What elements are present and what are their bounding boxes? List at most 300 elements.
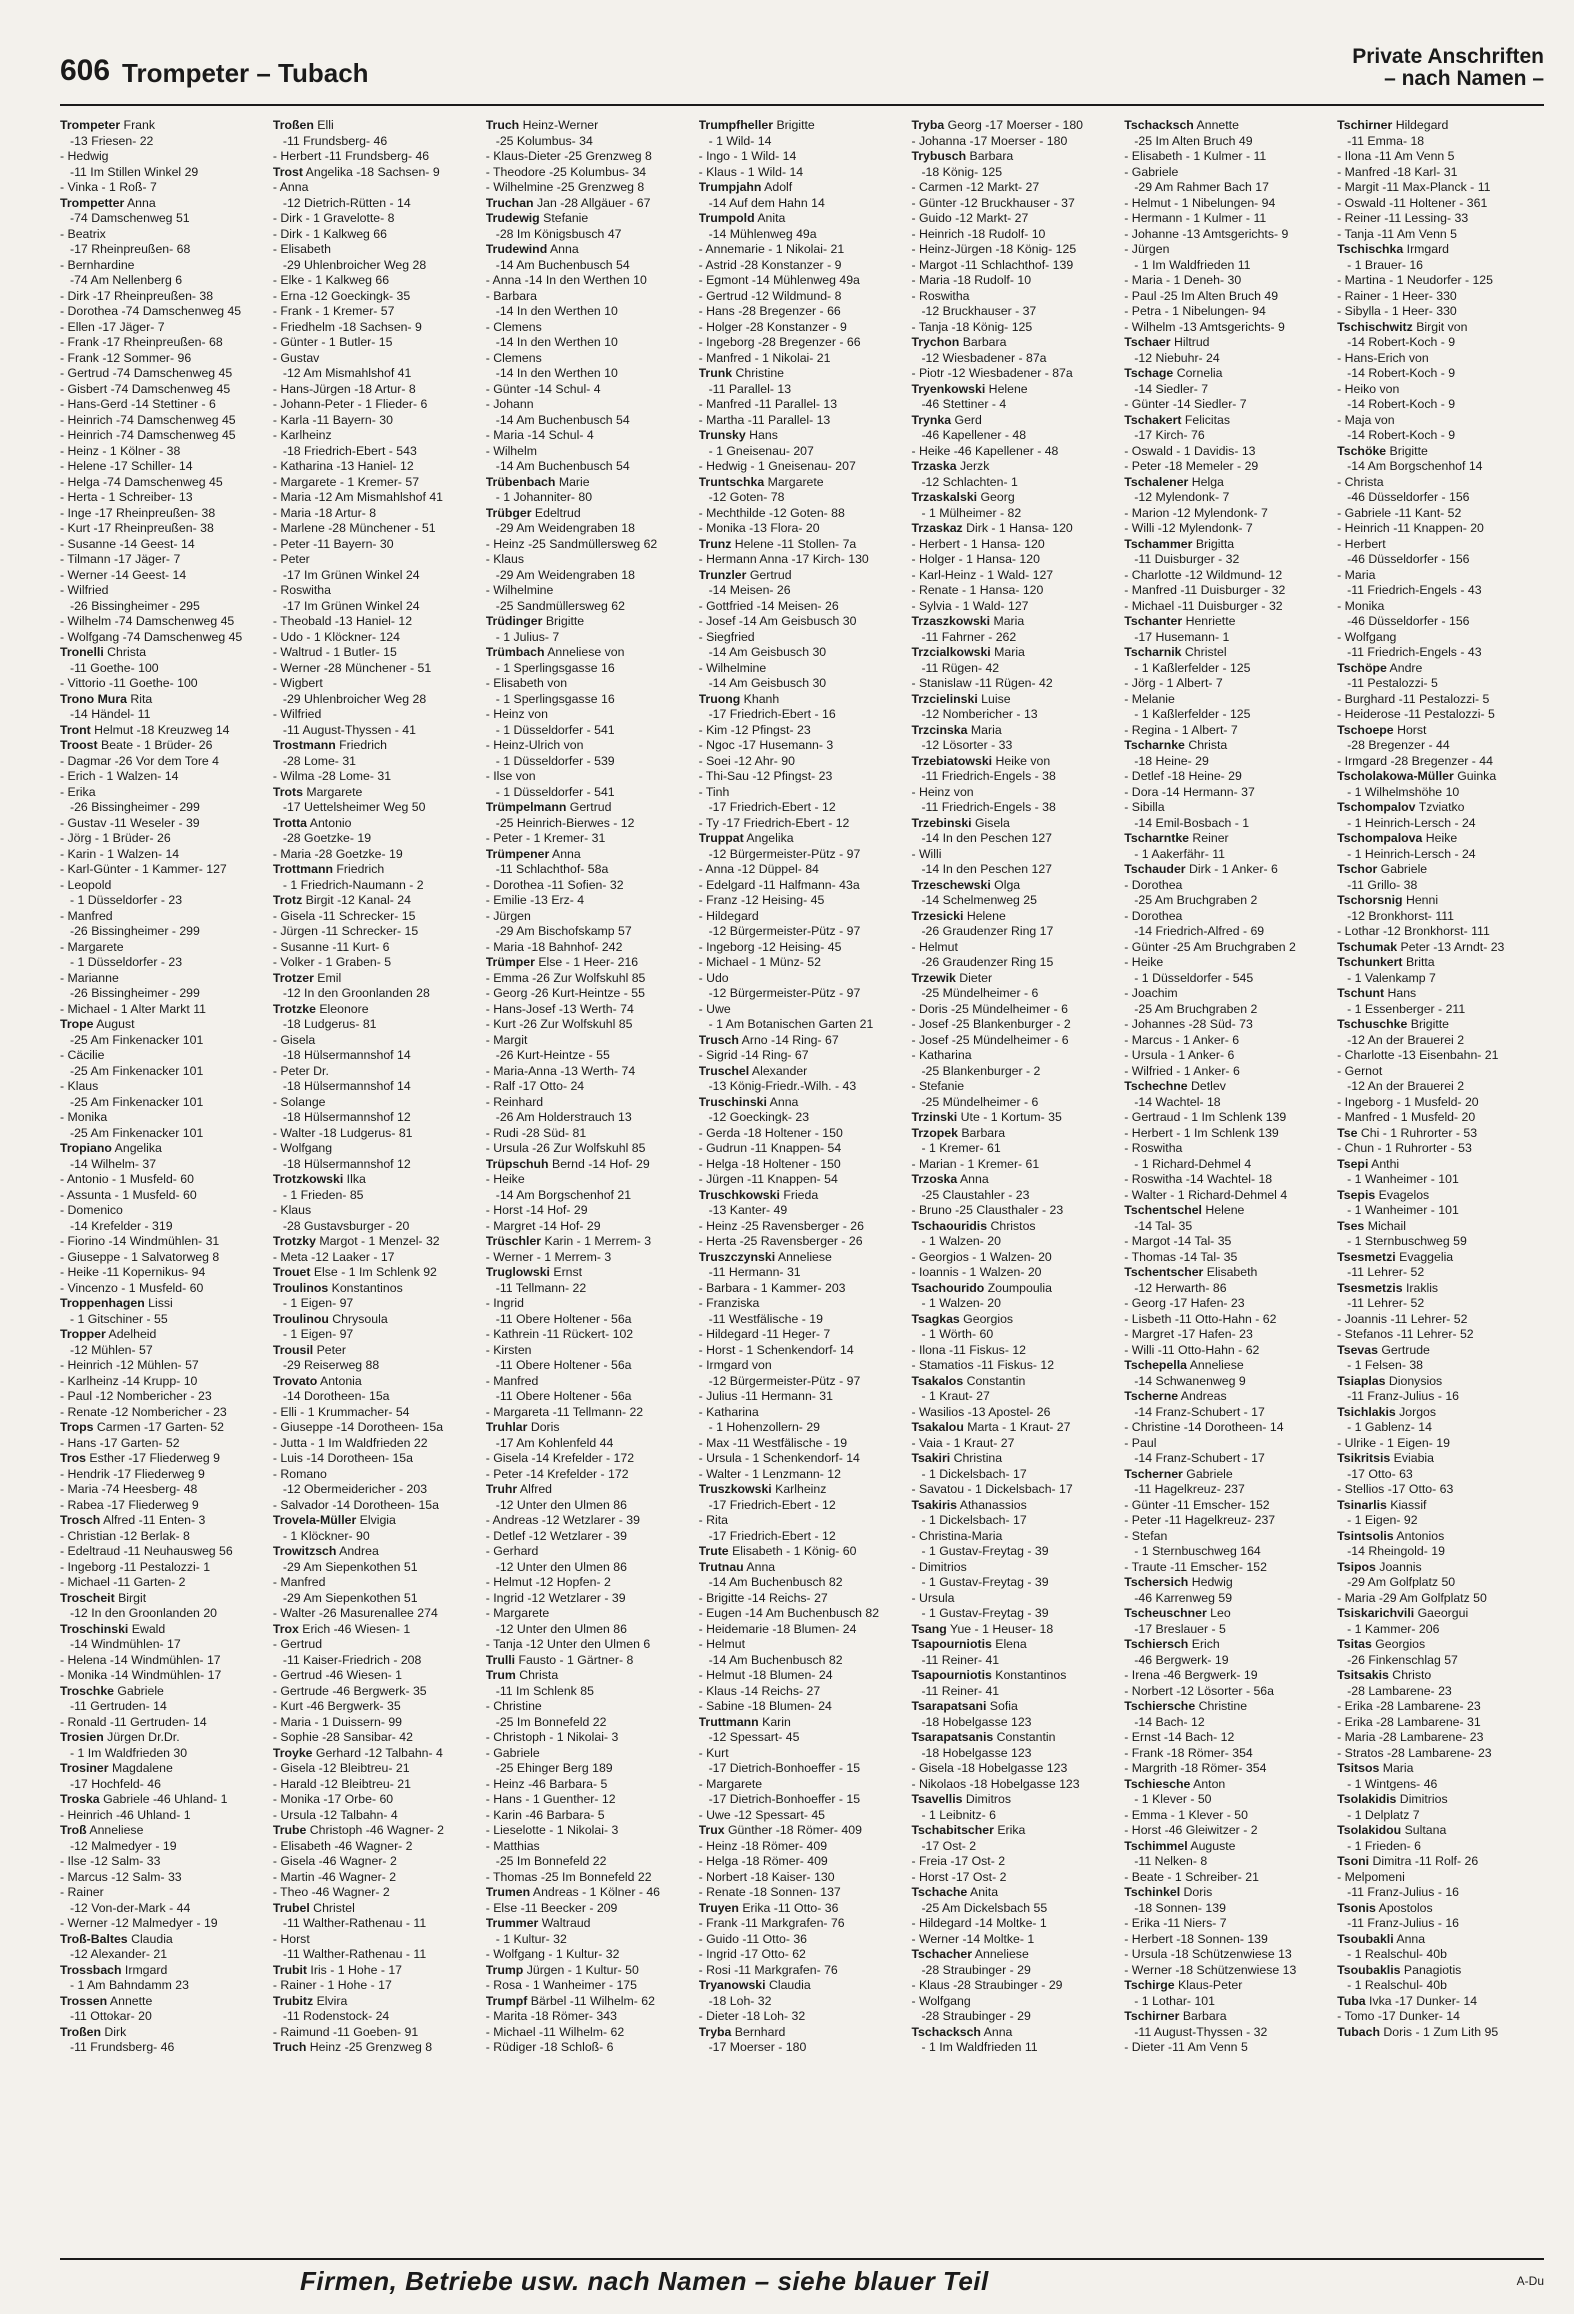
directory-entry-address: [699, 490, 906, 506]
entry-text: - Maja von: [1337, 412, 1395, 427]
directory-entry: [911, 1916, 1118, 1932]
directory-entry-address: [911, 831, 1118, 847]
entry-text: -17 Uettelsheimer Weg 50: [282, 800, 426, 814]
directory-entry-surname: [699, 1901, 906, 1917]
directory-entry-surname: [911, 1498, 1118, 1514]
entry-text: - Hedwig: [60, 149, 109, 163]
directory-entry: [60, 413, 267, 429]
directory-entry: [1124, 878, 1331, 894]
directory-entry: [273, 1250, 480, 1266]
entry-text: - Johanna -17 Moerser - 180: [911, 133, 1068, 148]
surname: Tschakert: [1124, 412, 1182, 427]
directory-entry-address: [273, 1529, 480, 1545]
surname: Tuba: [1337, 1993, 1366, 2008]
directory-entry: [273, 1126, 480, 1142]
entry-text: - Gustav -11 Weseler - 39: [60, 815, 200, 830]
entry-text: - Margrith -18 Römer- 354: [1124, 1761, 1267, 1775]
entry-text: - Maria -18 Artur- 8: [272, 505, 377, 520]
directory-entry-address: [60, 1126, 267, 1142]
directory-entry: [60, 847, 267, 863]
directory-entry: [1124, 1126, 1331, 1142]
directory-entry-surname: [699, 211, 906, 227]
entry-text: -11 Friedrich-Engels - 43: [1347, 645, 1482, 659]
entry-text: - Hans - 1 Guenther- 12: [485, 1792, 616, 1806]
entry-text: -74 Am Nellenberg 6: [70, 273, 183, 287]
directory-entry: [273, 1978, 480, 1994]
directory-entry: [60, 1048, 267, 1064]
entry-text: - Margit: [485, 1032, 528, 1047]
entry-text: - Klaus: [272, 1203, 312, 1217]
directory-entry-address: [1337, 645, 1544, 661]
entry-text: -12 Unter den Ulmen 86: [495, 1497, 627, 1512]
directory-entry: [273, 1730, 480, 1746]
entry-text: -26 Graudenzer Ring 15: [921, 955, 1054, 969]
directory-entry-address: [486, 723, 693, 739]
directory-entry: [486, 1901, 693, 1917]
directory-entry: [1124, 1312, 1331, 1328]
entry-text: Georg: [977, 490, 1015, 504]
directory-entry-address: [486, 1436, 693, 1452]
entry-text: - Willi -11 Otto-Hahn - 62: [1124, 1342, 1260, 1357]
directory-entry-surname: [1337, 2025, 1544, 2041]
entry-text: - Elisabeth: [272, 242, 331, 256]
directory-entry: [1337, 1064, 1544, 1080]
directory-entry: [1124, 1436, 1331, 1452]
directory-entry: [911, 1436, 1118, 1452]
entry-text: -26 Am Holderstrauch 13: [495, 1110, 632, 1124]
surname: Trümbach: [485, 645, 545, 659]
entry-text: Reiner: [1189, 831, 1229, 845]
directory-entry: [911, 1250, 1118, 1266]
surname: Tsarapatsanis: [911, 1730, 994, 1744]
entry-text: Kiassif: [1386, 1497, 1427, 1512]
entry-text: - Beatrix: [60, 226, 106, 241]
directory-entry-surname: [486, 1157, 693, 1173]
directory-entry-surname: [273, 1374, 480, 1390]
directory-entry: [699, 320, 906, 336]
directory-entry-address: [911, 630, 1118, 646]
entry-text: - 1 Wild- 14: [708, 133, 772, 148]
directory-entry: [486, 676, 693, 692]
entry-text: -17 Dietrich-Bonhoeffer - 15: [708, 1761, 861, 1775]
directory-entry: [273, 2025, 480, 2041]
directory-entry-surname: [699, 428, 906, 444]
directory-entry: [1337, 1095, 1544, 1111]
directory-entry-surname: [60, 723, 267, 739]
entry-text: - Heinrich -11 Knappen- 20: [1337, 521, 1484, 535]
entry-text: - Siegfried: [698, 629, 755, 644]
directory-entry-address: [486, 227, 693, 243]
entry-text: - Elisabeth - 1 Kulmer - 11: [1124, 149, 1267, 163]
entry-text: - Manfred -11 Parallel- 13: [698, 397, 838, 411]
entry-text: -11 Schlachthof- 58a: [495, 862, 609, 876]
surname: Tsikritsis: [1337, 1451, 1391, 1465]
entry-text: August: [93, 1017, 135, 1031]
directory-entry: [60, 1405, 267, 1421]
entry-text: -18 Loh- 32: [708, 1993, 772, 2008]
directory-entry-surname: [1337, 1932, 1544, 1948]
entry-text: -28 Lome- 31: [282, 753, 356, 768]
surname: Trümpener: [485, 846, 550, 861]
entry-text: -14 Am Geisbusch 30: [708, 676, 827, 690]
entry-text: Cornelia: [1173, 366, 1223, 380]
entry-text: - Ronald -11 Gertruden- 14: [60, 1714, 207, 1729]
surname: Trotta: [272, 815, 308, 830]
surname: Trops: [60, 1420, 94, 1434]
entry-text: - Hildegard: [698, 908, 759, 923]
entry-text: -11 Rodenstock- 24: [282, 2009, 390, 2023]
directory-entry: [1124, 1141, 1331, 1157]
surname: Tschöpe: [1337, 660, 1387, 675]
directory-entry: [1124, 1172, 1331, 1188]
entry-text: - Wilhelm: [485, 443, 537, 458]
directory-entry: [699, 1405, 906, 1421]
directory-entry: [699, 862, 906, 878]
directory-entry: [1124, 1513, 1331, 1529]
directory-entry-address: [1124, 816, 1331, 832]
entry-text: -29 Am Siepenkothen 51: [282, 1590, 418, 1605]
directory-entry-address: [60, 707, 267, 723]
entry-text: - Rüdiger -18 Schloß- 6: [485, 2040, 614, 2054]
directory-entry: [911, 444, 1118, 460]
directory-entry-address: [911, 893, 1118, 909]
entry-text: - Thomas -14 Tal- 35: [1124, 1249, 1238, 1264]
directory-entry-surname: [1337, 320, 1544, 336]
directory-entry-address: [486, 1761, 693, 1777]
directory-entry: [486, 769, 693, 785]
entry-text: - Kirsten: [485, 1342, 532, 1357]
directory-entry-surname: [911, 1823, 1118, 1839]
directory-entry: [60, 1002, 267, 1018]
entry-text: -25 Heinrich-Bierwes - 12: [495, 815, 635, 830]
directory-entry-surname: [1124, 475, 1331, 491]
entry-text: - Margarete: [485, 1606, 550, 1620]
directory-entry-surname: [911, 971, 1118, 987]
directory-entry: [60, 785, 267, 801]
directory-entry: [911, 583, 1118, 599]
directory-entry: [911, 289, 1118, 305]
entry-text: - Günter -14 Schul- 4: [485, 381, 601, 396]
entry-text: - Wigbert: [272, 676, 323, 690]
directory-entry-address: [486, 661, 693, 677]
entry-text: - Jürgen -11 Knappen- 54: [698, 1172, 838, 1186]
entry-text: -12 Bürgermeister-Pütz - 97: [708, 986, 861, 1000]
directory-entry-address: [1337, 1978, 1544, 1994]
entry-text: - 1 Leibnitz- 6: [921, 1807, 996, 1822]
entry-text: -17 Rheinpreußen- 68: [70, 242, 191, 256]
entry-text: Hildegard: [1392, 118, 1449, 132]
surname: Tryba: [698, 2024, 732, 2039]
directory-entry-surname: [1337, 242, 1544, 258]
directory-entry-address: [1337, 971, 1544, 987]
entry-text: - Maria -18 Rudolf- 10: [911, 273, 1032, 287]
entry-text: - Gisela -46 Wagner- 2: [272, 1854, 397, 1868]
directory-entry-surname: [60, 1622, 267, 1638]
directory-entry-surname: [911, 1699, 1118, 1715]
directory-entry-address: [699, 1730, 906, 1746]
entry-text: Erich: [1188, 1637, 1220, 1651]
directory-entry: [1337, 1312, 1544, 1328]
directory-entry-surname: [486, 1653, 693, 1669]
directory-entry-surname: [486, 800, 693, 816]
entry-text: - Kathrein -11 Rückert- 102: [485, 1327, 634, 1341]
directory-entry: [273, 521, 480, 537]
directory-entry-surname: [1124, 413, 1331, 429]
surname: Truschinski: [698, 1094, 767, 1109]
directory-entry-surname: [1337, 1219, 1544, 1235]
surname: Troßen: [60, 2024, 101, 2039]
entry-text: - Maria -28 Goetzke- 19: [272, 846, 403, 861]
entry-text: - Egmont -14 Mühlenweg 49a: [698, 273, 860, 287]
entry-text: -14 Am Borgschenhof 21: [495, 1187, 632, 1202]
entry-text: -11 Goethe- 100: [70, 660, 159, 675]
entry-text: -12 Alexander- 21: [70, 1947, 168, 1961]
entry-text: Marta - 1 Kraut- 27: [963, 1420, 1071, 1434]
entry-text: Brigitta: [1192, 536, 1235, 551]
entry-text: - Frank - 1 Kremer- 57: [272, 304, 395, 318]
entry-text: - Clemens: [485, 319, 542, 334]
entry-text: Anneliese von: [544, 645, 625, 659]
directory-entry-address: [1124, 134, 1331, 150]
directory-entry: [273, 661, 480, 677]
directory-entry: [911, 320, 1118, 336]
entry-text: Maria: [990, 614, 1025, 628]
entry-text: -74 Damschenweg 51: [70, 211, 190, 225]
entry-text: -14 Wachtel- 18: [1134, 1094, 1221, 1109]
entry-text: Dirk - 1 Anker- 6: [1185, 862, 1278, 876]
directory-entry: [699, 1839, 906, 1855]
entry-text: - Ioannis - 1 Walzen- 20: [911, 1265, 1042, 1279]
directory-entry: [699, 1622, 906, 1638]
surname: Trumpold: [698, 211, 755, 225]
entry-text: - Frank -18 Römer- 354: [1124, 1745, 1253, 1760]
directory-entry: [699, 552, 906, 568]
surname: Truschkowski: [698, 1187, 780, 1202]
directory-entry-address: [1337, 552, 1544, 568]
directory-entry-address: [486, 521, 693, 537]
entry-text: - Gisbert -74 Damschenweg 45: [60, 381, 231, 396]
entry-text: Alfred: [517, 1482, 553, 1496]
directory-entry-address: [60, 800, 267, 816]
entry-text: - Hans-Josef -13 Werth- 74: [485, 1001, 634, 1016]
entry-text: - Theodore -25 Kolumbus- 34: [485, 164, 647, 179]
directory-entry-address: [273, 986, 480, 1002]
directory-entry-surname: [1337, 1017, 1544, 1033]
entry-text: - Udo - 1 Klöckner- 124: [272, 629, 400, 644]
directory-entry: [60, 1188, 267, 1204]
directory-entry-address: [273, 1110, 480, 1126]
entry-text: -11 August-Thyssen - 41: [282, 722, 416, 737]
entry-text: - Peter - 1 Kremer- 31: [485, 831, 606, 845]
surname: Troulinou: [272, 1311, 329, 1326]
entry-text: Hans: [1384, 986, 1417, 1000]
directory-entry: [60, 676, 267, 692]
entry-text: Gertrud: [566, 800, 612, 814]
directory-entry: [486, 273, 693, 289]
entry-text: -26 Bissingheimer - 299: [70, 924, 200, 938]
entry-text: - Maria -18 Bahnhof- 242: [485, 939, 623, 954]
entry-text: - Manfred -18 Karl- 31: [1337, 164, 1458, 179]
entry-text: - Wolfgang: [1337, 629, 1397, 644]
directory-entry: [60, 1374, 267, 1390]
directory-entry: [699, 1172, 906, 1188]
entry-text: -25 Mündelheimer - 6: [921, 986, 1039, 1000]
entry-text: Klaus-Peter: [1174, 1978, 1243, 1992]
directory-entry: [60, 1079, 267, 1095]
directory-entry-surname: [273, 1312, 480, 1328]
entry-text: - Heinz-Ulrich von: [485, 738, 584, 752]
directory-entry-surname: [911, 1219, 1118, 1235]
entry-text: Dimitros: [962, 1792, 1011, 1806]
directory-entry-surname: [60, 1963, 267, 1979]
entry-text: - Stratos -28 Lambarene- 23: [1337, 1745, 1492, 1760]
entry-text: -11 Frundsberg- 46: [70, 2040, 175, 2054]
entry-text: Hiltrud: [1170, 335, 1210, 349]
directory-entry: [486, 1839, 693, 1855]
entry-text: Hans: [745, 428, 778, 442]
directory-entry-surname: [1337, 1188, 1544, 1204]
entry-text: - 1 Delplatz 7: [1347, 1807, 1420, 1822]
directory-entry: [699, 2009, 906, 2025]
entry-text: Erich -46 Wiesen- 1: [298, 1621, 411, 1636]
surname: Trosien: [60, 1730, 104, 1744]
entry-text: Elvigia: [356, 1513, 396, 1527]
directory-entry-address: [911, 1141, 1118, 1157]
entry-text: - Manfred - 1 Nikolai- 21: [698, 350, 831, 365]
directory-entry: [1124, 1684, 1331, 1700]
entry-text: Bernhard: [731, 2024, 786, 2039]
surname: Tscherner: [1124, 1466, 1183, 1481]
entry-text: - Manfred: [272, 1575, 326, 1589]
entry-text: - Margret -14 Hof- 29: [485, 1218, 601, 1233]
directory-entry-address: [486, 304, 693, 320]
directory-entry: [60, 1529, 267, 1545]
directory-entry: [273, 1405, 480, 1421]
directory-entry: [1337, 1699, 1544, 1715]
entry-text: - Dorothea: [1124, 877, 1183, 892]
surname: Tryenkowski: [911, 381, 986, 396]
entry-text: Anna: [547, 242, 579, 256]
entry-text: -46 Stettiner - 4: [921, 397, 1007, 411]
directory-entry: [911, 134, 1118, 150]
entry-text: - Kim -12 Pfingst- 23: [698, 722, 811, 737]
directory-entry: [60, 1110, 267, 1126]
directory-entry: [486, 2025, 693, 2041]
directory-entry: [1124, 769, 1331, 785]
directory-entry: [699, 614, 906, 630]
entry-text: - Gerda -18 Holtener - 150: [698, 1125, 843, 1140]
directory-entry: [273, 1203, 480, 1219]
directory-entry-address: [911, 506, 1118, 522]
directory-entry-surname: [60, 118, 267, 134]
directory-entry: [1337, 599, 1544, 615]
entry-text: - Chun - 1 Ruhrorter - 53: [1337, 1141, 1472, 1155]
entry-text: Birgit -12 Kanal- 24: [302, 893, 411, 907]
entry-text: - Paul -12 Nombericher - 23: [60, 1389, 212, 1403]
entry-text: - Else -11 Beecker - 209: [485, 1900, 618, 1915]
entry-text: -11 Grillo- 38: [1347, 877, 1418, 892]
entry-text: - Susanne -14 Geest- 14: [60, 536, 195, 551]
entry-text: -46 Karrenweg 59: [1134, 1590, 1233, 1605]
entry-text: - Reinhard: [485, 1094, 544, 1109]
directory-entry-address: [1124, 1281, 1331, 1297]
surname: Trzaszkowski: [911, 614, 991, 628]
directory-entry: [699, 738, 906, 754]
entry-text: Georgios: [959, 1311, 1014, 1326]
directory-entry-address: [486, 258, 693, 274]
surname: Tschaer: [1124, 335, 1171, 349]
entry-text: - Heiko von: [1337, 381, 1400, 396]
directory-entry: [1124, 1017, 1331, 1033]
directory-column-5: [911, 118, 1118, 2254]
entry-text: - Margarete - 1 Kremer- 57: [272, 474, 420, 489]
directory-entry: [1124, 1420, 1331, 1436]
entry-text: - Marian - 1 Kremer- 61: [911, 1156, 1040, 1171]
directory-columns: [60, 118, 1544, 2254]
entry-text: - Stamatios -11 Fiskus- 12: [911, 1358, 1055, 1372]
directory-entry-surname: [699, 831, 906, 847]
entry-text: - Traute -11 Emscher- 152: [1124, 1559, 1267, 1574]
entry-text: - 1 Felsen- 38: [1347, 1358, 1424, 1372]
entry-text: Else - 1 Heer- 216: [534, 955, 639, 969]
entry-text: - 1 Düsseldorfer - 23: [70, 893, 183, 907]
directory-entry-address: [273, 878, 480, 894]
directory-entry-address: [1337, 1002, 1544, 1018]
directory-entry: [911, 1358, 1118, 1374]
directory-entry-surname: [1337, 1281, 1544, 1297]
directory-entry-address: [273, 1482, 480, 1498]
directory-entry-address: [1337, 1513, 1544, 1529]
surname: Tschirner: [1337, 118, 1393, 132]
directory-entry: [60, 1916, 267, 1932]
directory-entry: [486, 428, 693, 444]
directory-entry-address: [273, 1947, 480, 1963]
entry-text: - Klaus -28 Straubinger - 29: [911, 1978, 1063, 1992]
directory-entry: [699, 1157, 906, 1173]
entry-text: - Marianne: [60, 970, 119, 985]
directory-entry: [1124, 723, 1331, 739]
directory-entry: [60, 1885, 267, 1901]
entry-text: - Karin -46 Barbara- 5: [485, 1807, 605, 1822]
directory-entry-address: [486, 754, 693, 770]
directory-entry: [1337, 1482, 1544, 1498]
directory-entry-surname: [1124, 1637, 1331, 1653]
directory-entry: [1124, 1327, 1331, 1343]
entry-text: Beate - 1 Brüder- 26: [97, 738, 213, 752]
entry-text: -11 Hagelkreuz- 237: [1134, 1482, 1245, 1496]
entry-text: Sofia: [986, 1699, 1018, 1713]
entry-text: Evagelos: [1375, 1187, 1430, 1202]
surname: Tsarapatsani: [911, 1699, 987, 1713]
entry-text: - Soei -12 Ahr- 90: [698, 753, 795, 768]
surname: Trzaska: [911, 459, 957, 473]
directory-entry-address: [911, 1746, 1118, 1762]
directory-entry-address: [1337, 1467, 1544, 1483]
directory-entry: [273, 351, 480, 367]
directory-entry: [699, 1746, 906, 1762]
entry-text: -18 Sonnen- 139: [1134, 1900, 1226, 1915]
entry-text: Birgit: [114, 1590, 147, 1605]
surname: Troska: [60, 1792, 100, 1806]
entry-text: - Martha -11 Parallel- 13: [698, 412, 831, 427]
directory-entry-address: [699, 1420, 906, 1436]
entry-text: -12 In den Groonlanden 28: [282, 986, 430, 1000]
directory-entry-address: [1124, 2025, 1331, 2041]
directory-entry-surname: [1337, 444, 1544, 460]
entry-text: - Antonio - 1 Musfeld- 60: [60, 1172, 194, 1186]
directory-entry-surname: [911, 335, 1118, 351]
directory-entry: [911, 1870, 1118, 1886]
